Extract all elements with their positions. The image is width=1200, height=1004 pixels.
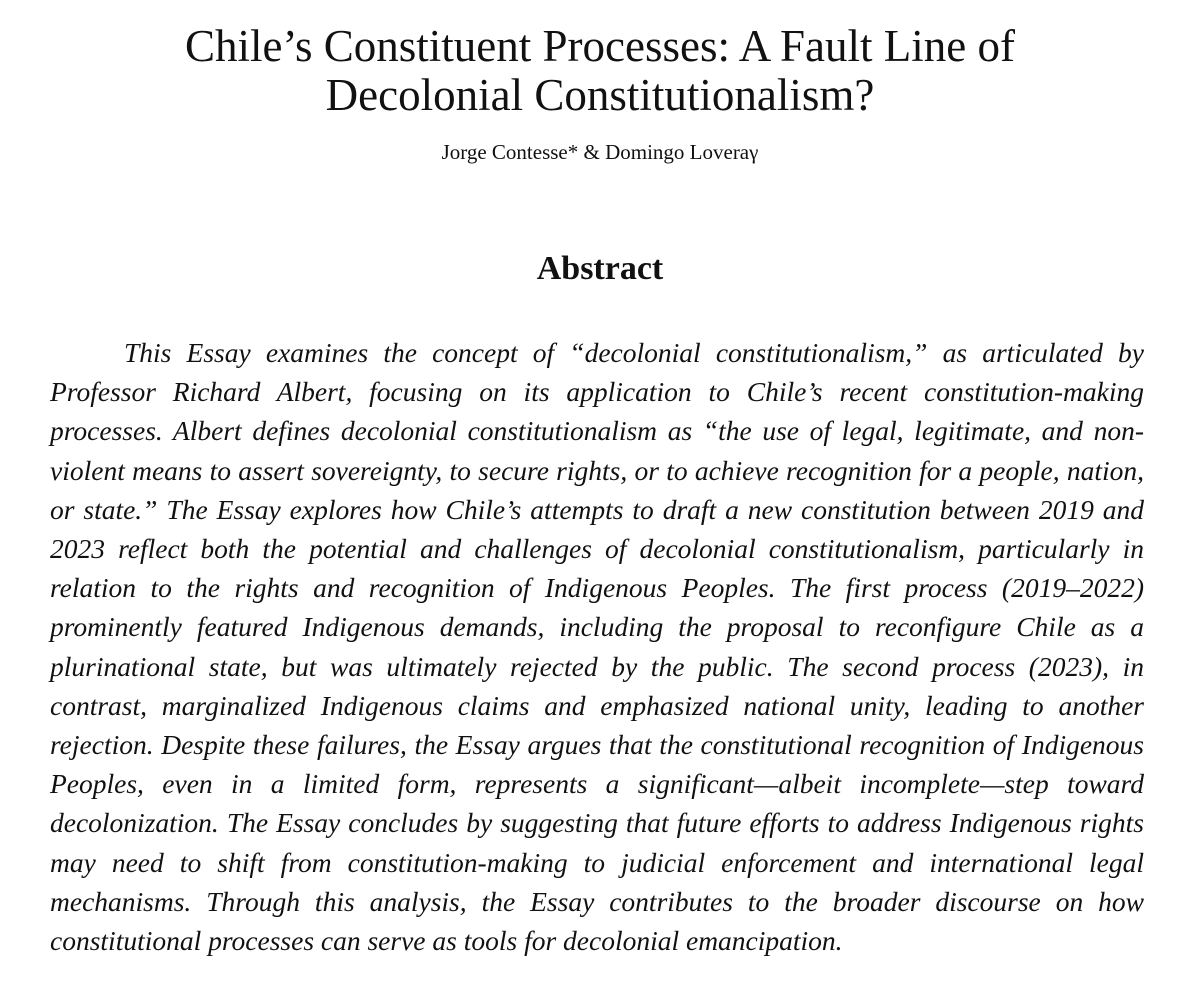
paper-title-line-2: Decolonial Constitutionalism? [325,70,875,120]
paper-authors: Jorge Contesse* & Domingo Loveraγ [441,140,759,164]
paper-title-line-1: Chile’s Constituent Processes: A Fault Line of [185,21,1015,71]
paper-title [100,22,1100,120]
abstract-heading: Abstract [536,250,664,287]
abstract-body: This Essay examines the concept of “decolonial constitutionalism,” as articulated by Professor Richard Albert, focusing on its application to Chile’s recent constitution-making processes. Albert defines decolonial constitutionalism as “the use of legal, legitimate, and non-violent means to assert sovereignty, to secure rights, or to achieve recognition for a people, nation, or state.” The Essay explores how Chile’s attempts to draft a new constitution between 2019 and 2023 reflect both the potential and challenges of decolonial constitutionalism, particularly in relation to the rights and recognition of Indigenous Peoples. The first process (2019–2022) prominently featured Indigenous demands, including the proposal to reconfigure Chile as a plurinational state, but was ultimately rejected by the public. The second process (2023), in contrast, marginalized Indigenous claims and emphasized national unity, leading to another rejection. Despite these failures, the Essay argues that the constitutional recognition of Indigenous Peoples, even in a limited form, represents a significant—albeit incomplete—step toward decolonization. The Essay concludes by suggesting that future efforts to address Indigenous rights may need to shift from constitution-making to judicial enforcement and international legal mechanisms. Through this analysis, the Essay contributes to the broader discourse on how constitutional processes can serve as tools for decolonial emancipation. [50,337,1144,957]
